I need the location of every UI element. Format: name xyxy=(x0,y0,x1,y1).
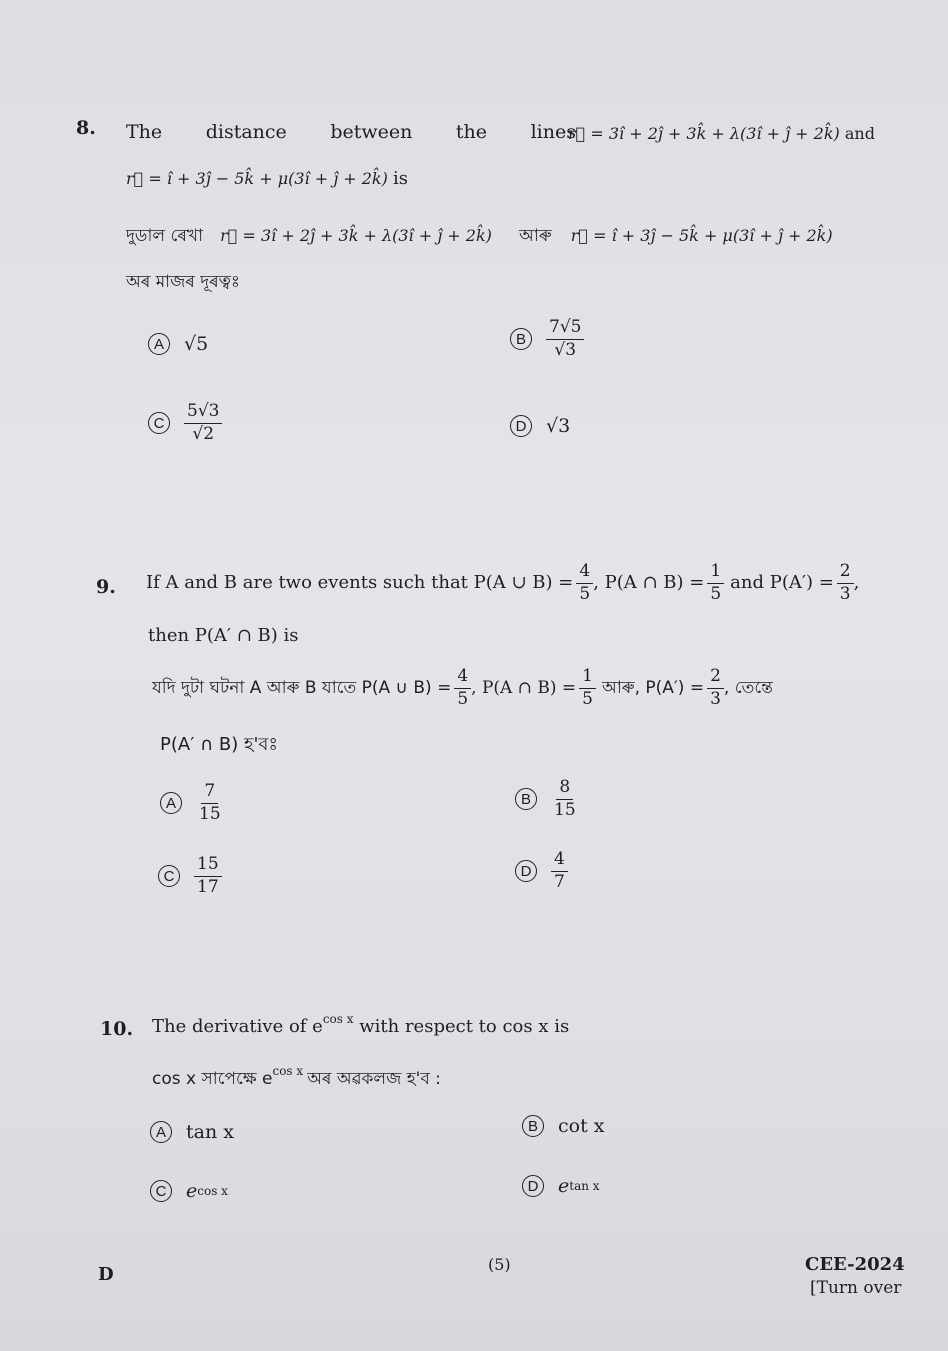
option-a[interactable]: A √5 xyxy=(148,333,208,355)
question-9-assamese-line-1: যদি দুটা ঘটনা A আৰু B যাতে P(A ∪ B) = $\frac{4}{5}$ , P(A ∩ B) = $\frac{1}{5}$ আৰু, P(A′) = $\frac{2}{3}$ , তেন্তে xyxy=(152,666,773,709)
option-c[interactable] xyxy=(148,402,222,444)
word: between xyxy=(330,121,413,143)
option-letter-b: B xyxy=(510,328,532,350)
option-letter-b: B xyxy=(522,1115,544,1137)
fraction: $\frac{2}{3}$ xyxy=(837,562,854,604)
question-number: 10. xyxy=(100,1018,134,1040)
question-number: 8. xyxy=(76,117,96,139)
turn-over-note: [Turn over xyxy=(810,1278,902,1298)
question-9-assamese-line-2: P(A′ ∩ B) হ'বঃ xyxy=(160,734,279,755)
fraction: $\frac{2}{3}$ xyxy=(707,667,724,709)
word: The xyxy=(126,121,163,143)
fraction: $\frac{1}{5}$ xyxy=(707,562,724,604)
option-b[interactable] xyxy=(515,778,579,820)
question-number: 9. xyxy=(96,576,116,598)
series-code: D xyxy=(98,1264,114,1285)
word: the xyxy=(455,121,488,143)
line-equation-1: r⃗ = 3î + 2ĵ + 3k̂ + λ(3î + ĵ + 2k̂) and xyxy=(568,124,875,143)
option-c[interactable] xyxy=(158,855,222,897)
fraction: $\frac{4}{5}$ xyxy=(576,562,593,604)
option-b[interactable]: B cot x xyxy=(522,1115,604,1137)
question-8-english-words xyxy=(126,121,576,144)
option-d[interactable]: D e tan x xyxy=(522,1175,600,1197)
option-letter-d: D xyxy=(510,415,532,437)
option-d[interactable] xyxy=(515,850,568,892)
option-letter-d: D xyxy=(515,860,537,882)
question-9-english-line-1: If A and B are two events such that P(A ∪ B) = $\frac{4}{5}$ , P(A ∩ B) = $\frac{1}{5}$ and P(A′) = $\frac{2}{3}$ , xyxy=(146,561,860,604)
option-letter-c: C xyxy=(148,412,170,434)
fraction: $\frac{7√5}{√3}$ xyxy=(546,318,584,360)
option-letter-c: C xyxy=(158,865,180,887)
fraction: $\frac{7}{15}$ xyxy=(199,781,221,824)
fraction: $\frac{5√3}{√2}$ xyxy=(184,402,222,444)
exam-code: CEE-2024 xyxy=(805,1254,905,1275)
fraction: $\frac{15}{17}$ xyxy=(194,855,222,897)
option-d[interactable]: D √3 xyxy=(510,415,570,437)
option-b[interactable] xyxy=(510,318,584,360)
fraction: $\frac{8}{15}$ xyxy=(554,777,576,820)
option-a[interactable]: A tan x xyxy=(150,1121,234,1143)
page-number: (5) xyxy=(488,1255,511,1274)
option-c[interactable]: C e cos x xyxy=(150,1180,228,1202)
question-10-assamese: cos x সাপেক্ষে $e^{cos x}$ অৰ অৱকলজ হ'ব : xyxy=(152,1064,441,1089)
option-letter-a: A xyxy=(150,1121,172,1143)
word: lines xyxy=(530,121,576,143)
option-a[interactable] xyxy=(160,782,224,824)
fraction: $\frac{4}{7}$ xyxy=(551,850,568,892)
option-letter-b: B xyxy=(515,788,537,810)
question-9-english-line-2: then P(A′ ∩ B) is xyxy=(148,625,299,646)
word: distance xyxy=(205,121,287,143)
option-letter-c: C xyxy=(150,1180,172,1202)
fraction: $\frac{4}{5}$ xyxy=(454,667,471,709)
question-10-english: The derivative of $e^{cos x}$ with respect to cos x is xyxy=(152,1012,570,1037)
option-letter-a: A xyxy=(160,792,182,814)
option-letter-d: D xyxy=(522,1175,544,1197)
question-8-assamese-line-1: দুডাল ৰেখা r⃗ = 3î + 2ĵ + 3k̂ + λ(3î + ĵ + 2k̂) আৰু r⃗ = î + 3ĵ − 5k̂ + μ(3î + ĵ + 2k̂) xyxy=(126,226,833,246)
line-equation-2: r⃗ = î + 3ĵ − 5k̂ + μ(3î + ĵ + 2k̂) is xyxy=(126,168,408,189)
question-8-assamese-line-2: অৰ মাজৰ দূৰত্বঃ xyxy=(126,272,240,292)
option-letter-a: A xyxy=(148,333,170,355)
fraction: $\frac{1}{5}$ xyxy=(579,667,596,709)
